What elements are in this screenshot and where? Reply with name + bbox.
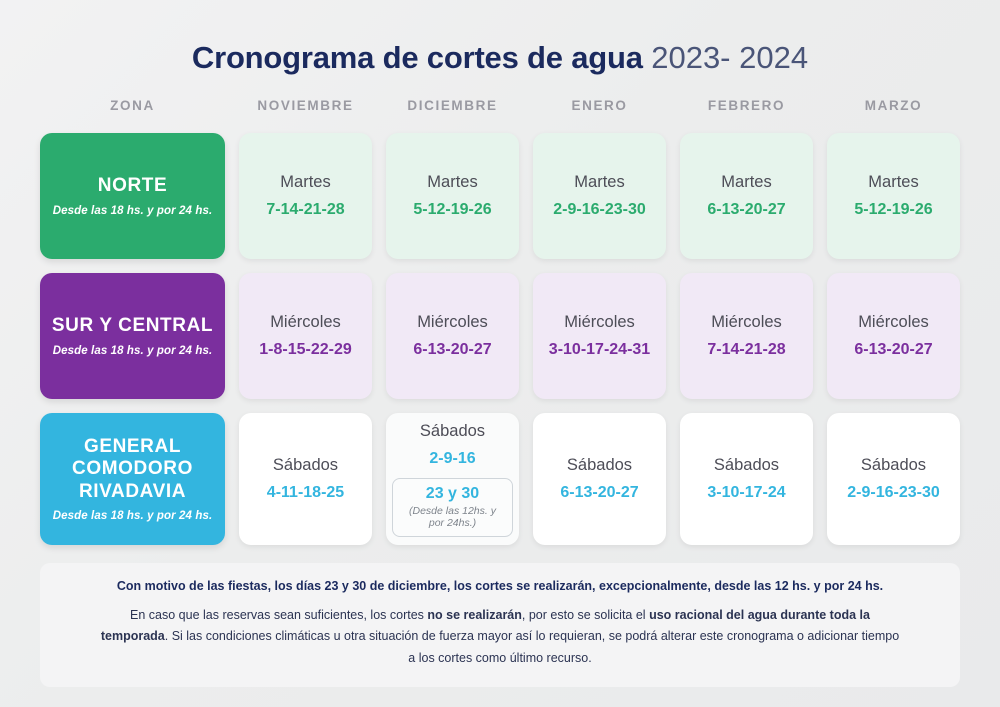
day-dates: 1-8-15-22-29 — [259, 340, 352, 358]
day-dates: 5-12-19-26 — [413, 200, 492, 218]
day-dates: 6-13-20-27 — [560, 483, 639, 501]
day-name: Miércoles — [858, 313, 929, 332]
day-name: Sábados — [860, 456, 927, 475]
schedule-cell-sur-marzo — [827, 273, 960, 399]
day-name: Sábados — [713, 456, 780, 475]
zone-subtitle: Desde las 18 hs. y por 24 hs. — [52, 509, 213, 522]
page-title — [35, 0, 965, 98]
column-header-noviembre: NOVIEMBRE — [257, 98, 354, 113]
column-header-enero: ENERO — [571, 98, 628, 113]
day-name: Martes — [427, 173, 478, 192]
footer-notes — [40, 563, 960, 687]
day-name: Miércoles — [711, 313, 782, 332]
column-header-zona: ZONA — [110, 98, 155, 113]
schedule-cell-gcr-febrero — [680, 413, 813, 545]
day-name: Sábados — [566, 456, 633, 475]
day-dates: 2-9-16 — [429, 449, 476, 467]
day-name: Miércoles — [564, 313, 635, 332]
day-name: Martes — [280, 173, 331, 192]
zone-name: SUR Y CENTRAL — [51, 315, 214, 337]
zone-subtitle: Desde las 18 hs. y por 24 hs. — [52, 344, 213, 357]
day-dates: 5-12-19-26 — [854, 200, 933, 218]
zone-label-general-comodoro-rivadavia — [40, 413, 225, 545]
schedule-cell-norte-diciembre — [386, 133, 519, 259]
zone-label-norte — [40, 133, 225, 259]
zone-label-sur-y-central — [40, 273, 225, 399]
footer-holiday-note: Con motivo de las fiestas, los días 23 y 30 de diciembre, los cortes se realizarán, excepcionalmente, desde las 12 hs. y por 24 hs. — [116, 579, 884, 593]
zone-subtitle: Desde las 18 hs. y por 24 hs. — [52, 204, 213, 217]
special-note: (Desde las 12hs. y por 24hs.) — [409, 504, 496, 530]
day-name: Martes — [868, 173, 919, 192]
day-dates: 7-14-21-28 — [266, 200, 345, 218]
day-dates: 3-10-17-24-31 — [548, 340, 651, 358]
day-dates: 3-10-17-24 — [707, 483, 786, 501]
day-dates: 4-11-18-25 — [266, 483, 345, 501]
schedule-cell-norte-marzo — [827, 133, 960, 259]
day-name: Martes — [574, 173, 625, 192]
schedule-cell-norte-febrero — [680, 133, 813, 259]
footer-text-2: , por esto se solicita el — [521, 608, 650, 622]
footer-text-3: . Si las condiciones climáticas u otra situación de fuerza mayor así lo requieran, se podrá alterar este cronograma o adicionar tiempo a los cortes como último recurso. — [164, 629, 900, 665]
footer-text-1: En caso que las reservas sean suficientes, los cortes — [130, 608, 428, 622]
day-dates: 2-9-16-23-30 — [847, 483, 940, 501]
special-dates: 23 y 30 — [425, 484, 480, 502]
schedule-grid — [35, 98, 965, 545]
schedule-cell-norte-noviembre — [239, 133, 372, 259]
footer-bold-2: uso racional del agua durante toda la temporada — [100, 608, 870, 644]
schedule-cell-sur-noviembre — [239, 273, 372, 399]
column-header-diciembre: DICIEMBRE — [407, 98, 498, 113]
day-name: Sábados — [419, 422, 486, 440]
day-dates: 6-13-20-27 — [413, 340, 492, 358]
day-dates: 6-13-20-27 — [707, 200, 786, 218]
zone-name: NORTE — [97, 175, 168, 197]
schedule-cell-sur-enero — [533, 273, 666, 399]
footer-bold-1: no se realizarán — [427, 608, 522, 622]
zone-name: GENERAL COMODORO RIVADAVIA — [72, 436, 193, 502]
day-name: Sábados — [272, 456, 339, 475]
schedule-cell-gcr-noviembre — [239, 413, 372, 545]
column-header-febrero: FEBRERO — [707, 98, 786, 113]
schedule-cell-gcr-diciembre — [386, 413, 519, 545]
schedule-cell-sur-febrero — [680, 273, 813, 399]
schedule-cell-gcr-marzo — [827, 413, 960, 545]
column-header-marzo: MARZO — [864, 98, 923, 113]
schedule-cell-sur-diciembre — [386, 273, 519, 399]
day-name: Miércoles — [417, 313, 488, 332]
day-name: Miércoles — [270, 313, 341, 332]
schedule-cell-gcr-enero — [533, 413, 666, 545]
schedule-cell-norte-enero — [533, 133, 666, 259]
footer-general-note — [100, 605, 900, 669]
page-title-main: Cronograma de cortes de agua — [191, 40, 652, 75]
day-name: Martes — [721, 173, 772, 192]
page-title-years: 2023- 2024 — [651, 40, 809, 75]
day-dates: 2-9-16-23-30 — [553, 200, 646, 218]
day-dates: 7-14-21-28 — [707, 340, 786, 358]
day-dates: 6-13-20-27 — [854, 340, 933, 358]
special-schedule-box — [392, 478, 513, 537]
